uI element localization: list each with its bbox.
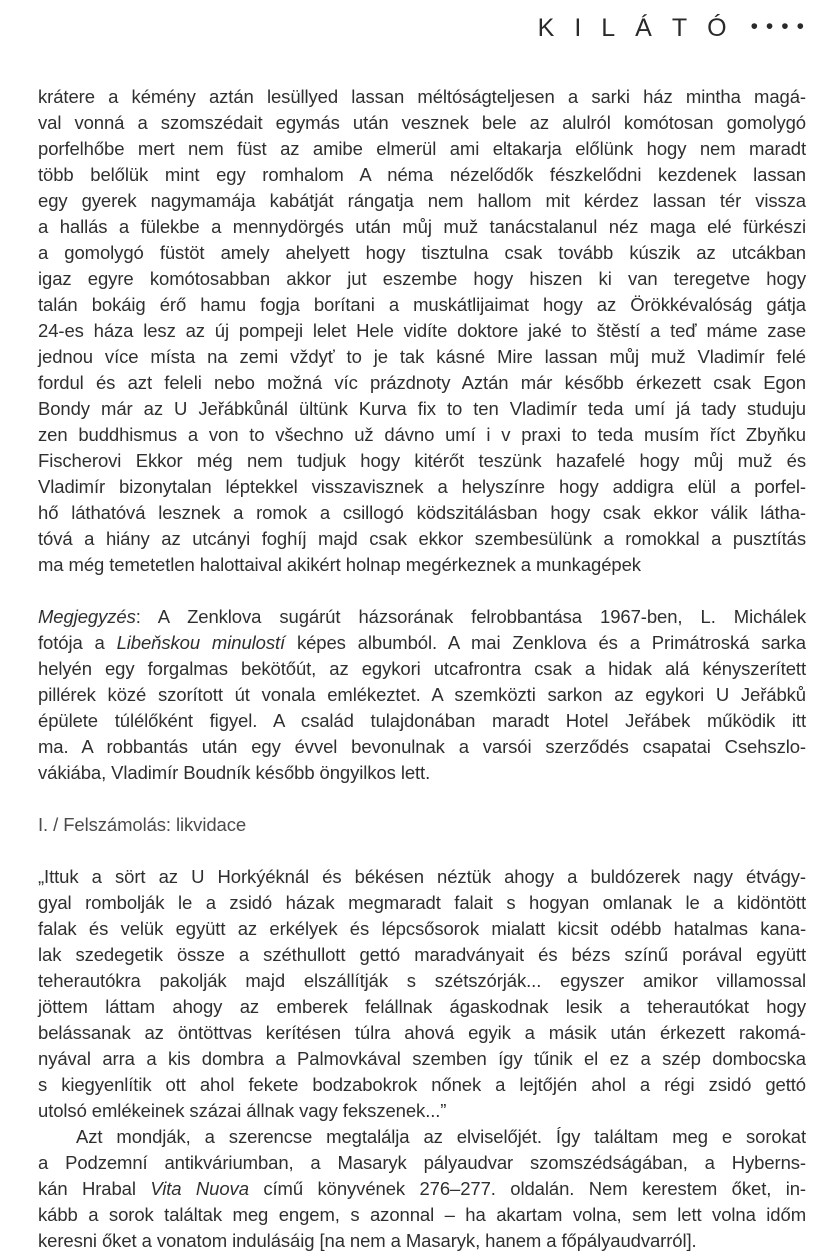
text-segment: gyal rombolják le a zsidó házak megmaradt falait s hogyan omlanak le a kidöntött: [38, 892, 806, 913]
text-line: [38, 630, 806, 656]
text-segment: nyával arra a kis dombra a Palmovkával szemben így tűnik el ez a szép dombocska: [38, 1048, 806, 1069]
text-line: [38, 448, 806, 474]
text-line: [38, 656, 806, 682]
text-segment: vákiába, Vladimír Boudník később öngyilkos lett.: [38, 762, 431, 783]
text-segment: kább a sorok találtak meg engem, s azonnal – ha akartam volna, sem lett volna időm: [38, 1204, 806, 1225]
text-segment: keresni őket a vonatom indulásáig [na nem a Masaryk, hanem a főpályaudvarról].: [38, 1230, 697, 1251]
text-line: [38, 682, 806, 708]
text-segment: tóvá a hiány az utcányi foghíj majd csak ekkor szembesülünk a romokkal a pusztítás: [38, 528, 806, 549]
text-segment: I. / Felszámolás: likvidace: [38, 814, 247, 835]
text-line: [38, 526, 806, 552]
text-line: [38, 84, 806, 110]
text-line: [38, 942, 806, 968]
text-segment: Azt mondják, a szerencse megtalálja az elviselőjét. Így találtam meg e sorokat: [76, 1126, 806, 1147]
text-line: [38, 1046, 806, 1072]
text-segment: helyén egy forgalmas bekötőút, az egykori utcafrontra csak a hidak alá kényszerített: [38, 658, 806, 679]
text-line: [38, 1150, 806, 1176]
italic-text-segment: Vita Nuova: [150, 1178, 249, 1199]
text-segment: igaz egyre komótosabban akkor jut eszembe hogy hiszen ki van teregetve hogy: [38, 268, 806, 289]
text-line: [38, 292, 806, 318]
text-segment: hő láthatóvá lesznek a romok a csillogó ködszitálásban hogy csak ekkor válik látha-: [38, 502, 806, 523]
text-line: [38, 240, 806, 266]
text-segment: s kiegyenlítik ott ahol fekete bodzabokrok nőnek a lejtőjén ahol a régi zsidó gettó: [38, 1074, 806, 1095]
text-segment: ma még temetetlen halottaival akikért holnap megérkeznek a munkagépek: [38, 554, 641, 575]
text-segment: Bondy már az U Jeřábkůnál ültünk Kurva fix to ten Vladimír teda umí já tady studuju: [38, 398, 806, 419]
text-line: [38, 136, 806, 162]
megjegyzes-note-paragraph: [38, 604, 806, 786]
text-line: [38, 994, 806, 1020]
text-line: [38, 396, 806, 422]
text-line: [38, 734, 806, 760]
text-line: [38, 812, 806, 838]
text-line: [38, 890, 806, 916]
text-line: [38, 1020, 806, 1046]
text-segment: pillérek közé szorított út vonala emlékeztet. A szemközti sarkon az egykori U Jeřábků: [38, 684, 806, 705]
text-line: [38, 760, 806, 786]
text-line: [38, 110, 806, 136]
text-line: [38, 916, 806, 942]
text-segment: : A Zenklova sugárút házsorának felrobbantása 1967-ben, L. Michálek: [135, 606, 806, 627]
text-segment: című könyvének 276–277. oldalán. Nem kerestem őket, in-: [248, 1178, 806, 1199]
text-segment: zen buddhismus a von to všechno už dávno umí i v praxi to teda musím říct Zbyňku: [38, 424, 806, 445]
text-segment: teherautókra pakolják majd elszállítják s szétszórják... egyszer amikor villamossal: [38, 970, 806, 991]
text-segment: a Podzemní antikváriumban, a Masaryk pályaudvar szomszédságában, a Hyberns-: [38, 1152, 806, 1173]
text-segment: fotója a: [38, 632, 117, 653]
text-line: [38, 864, 806, 890]
italic-text-segment: Megjegyzés: [38, 606, 136, 627]
text-segment: porfelhőbe mert nem füst az amibe elmerül ami eltakarja előlünk hogy nem maradt: [38, 138, 806, 159]
text-line: [38, 1176, 806, 1202]
text-segment: egy gyerek nagymamája kabátját rángatja nem hallom mit kérdez lassan tér vissza: [38, 190, 806, 211]
text-line: [38, 708, 806, 734]
opening-paragraph: [38, 84, 806, 578]
text-line: [38, 968, 806, 994]
text-line: [38, 552, 806, 578]
text-segment: val vonná a szomszédait egymás után vesznek bele az alulról komótosan gomolygó: [38, 112, 806, 133]
text-segment: képes albumból. A mai Zenklova és a Primátroská sarka: [285, 632, 806, 653]
text-line: [38, 266, 806, 292]
text-line: [38, 344, 806, 370]
text-segment: utolsó emlékeinek százai állnak vagy fekszenek...”: [38, 1100, 447, 1121]
text-segment: „Ittuk a sört az U Horkýéknál és békésen néztük ahogy a buldózerek nagy étvágy-: [38, 866, 806, 887]
text-line: [38, 474, 806, 500]
text-segment: a hallás a fülekbe a mennydörgés után můj muž tanácstalanul néz maga elé fürkészi: [38, 216, 806, 237]
text-segment: Vladimír bizonytalan léptekkel visszavisznek a helyszínre hogy addigra elül a porfel-: [38, 476, 806, 497]
text-segment: fordul és azt feleli nebo možná víc prázdnoty Aztán már később érkezett csak Egon: [38, 372, 806, 393]
text-segment: kán Hrabal: [38, 1178, 151, 1199]
text-line: [38, 422, 806, 448]
text-segment: falak és velük együtt az erkélyek és lépcsősorok mialatt kicsit odébb hatalmas kana-: [38, 918, 806, 939]
text-segment: lak szedegetik össze a széthullott gettó maradványait és bézs színű porával együtt: [38, 944, 806, 965]
text-line: [38, 604, 806, 630]
text-line: [38, 1098, 806, 1124]
text-segment: Fischerovi Ekkor még nem tudjuk hogy kitérőt teszünk hazafelé hogy můj muž és: [38, 450, 806, 471]
text-line: [38, 162, 806, 188]
text-segment: belássanak az öntöttvas kerítésen túlra ahová egyik a másik után érkezett rakomá-: [38, 1022, 806, 1043]
masthead-title: KILÁTÓ: [537, 14, 747, 42]
page-header: [538, 14, 812, 43]
text-segment: 24-es háza lesz az új pompeji lelet Hele vidíte doktore jaké to štěstí a teď máme zase: [38, 320, 806, 341]
italic-text-segment: Libeňskou minulostí: [116, 632, 286, 653]
text-segment: jöttem láttam ahogy az emberek felállnak ágaskodnak lesik a teherautókat hogy: [38, 996, 806, 1017]
text-line: [38, 214, 806, 240]
text-line: [38, 188, 806, 214]
text-line: [38, 318, 806, 344]
text-segment: ma. A robbantás után egy évvel bevonulnak a varsói szerződés csapatai Csehszlo-: [38, 736, 806, 757]
text-line: [38, 500, 806, 526]
text-line: [38, 1202, 806, 1228]
section-heading: [38, 812, 806, 838]
text-line: [38, 370, 806, 396]
text-line: [38, 1124, 806, 1150]
text-segment: a gomolygó füstöt amely ahelyett hogy tisztulna csak tovább kúszik az utcákban: [38, 242, 806, 263]
text-segment: krátere a kémény aztán lesüllyed lassan méltóságteljesen a sarki ház mintha magá-: [38, 86, 806, 107]
text-segment: több belőlük mint egy romhalom A néma nézelődők fészkelődni kezdenek lassan: [38, 164, 806, 185]
article-body: [38, 84, 806, 1254]
text-segment: talán bokáig érő hamu fogja borítani a muskátlijaimat hogy az Örökkévalóság gátja: [38, 294, 806, 315]
text-line: [38, 1072, 806, 1098]
closing-paragraph: [38, 1124, 806, 1254]
text-segment: épülete túlélőként figyel. A család tulajdonában maradt Hotel Jeřábek működik itt: [38, 710, 806, 731]
quote-paragraph: [38, 864, 806, 1124]
text-line: [38, 1228, 806, 1254]
text-segment: jednou více místa na zemi vždyť to je tak kásné Mire lassan můj muž Vladimír felé: [38, 346, 806, 367]
masthead-dots-icon: ••••: [750, 15, 812, 38]
